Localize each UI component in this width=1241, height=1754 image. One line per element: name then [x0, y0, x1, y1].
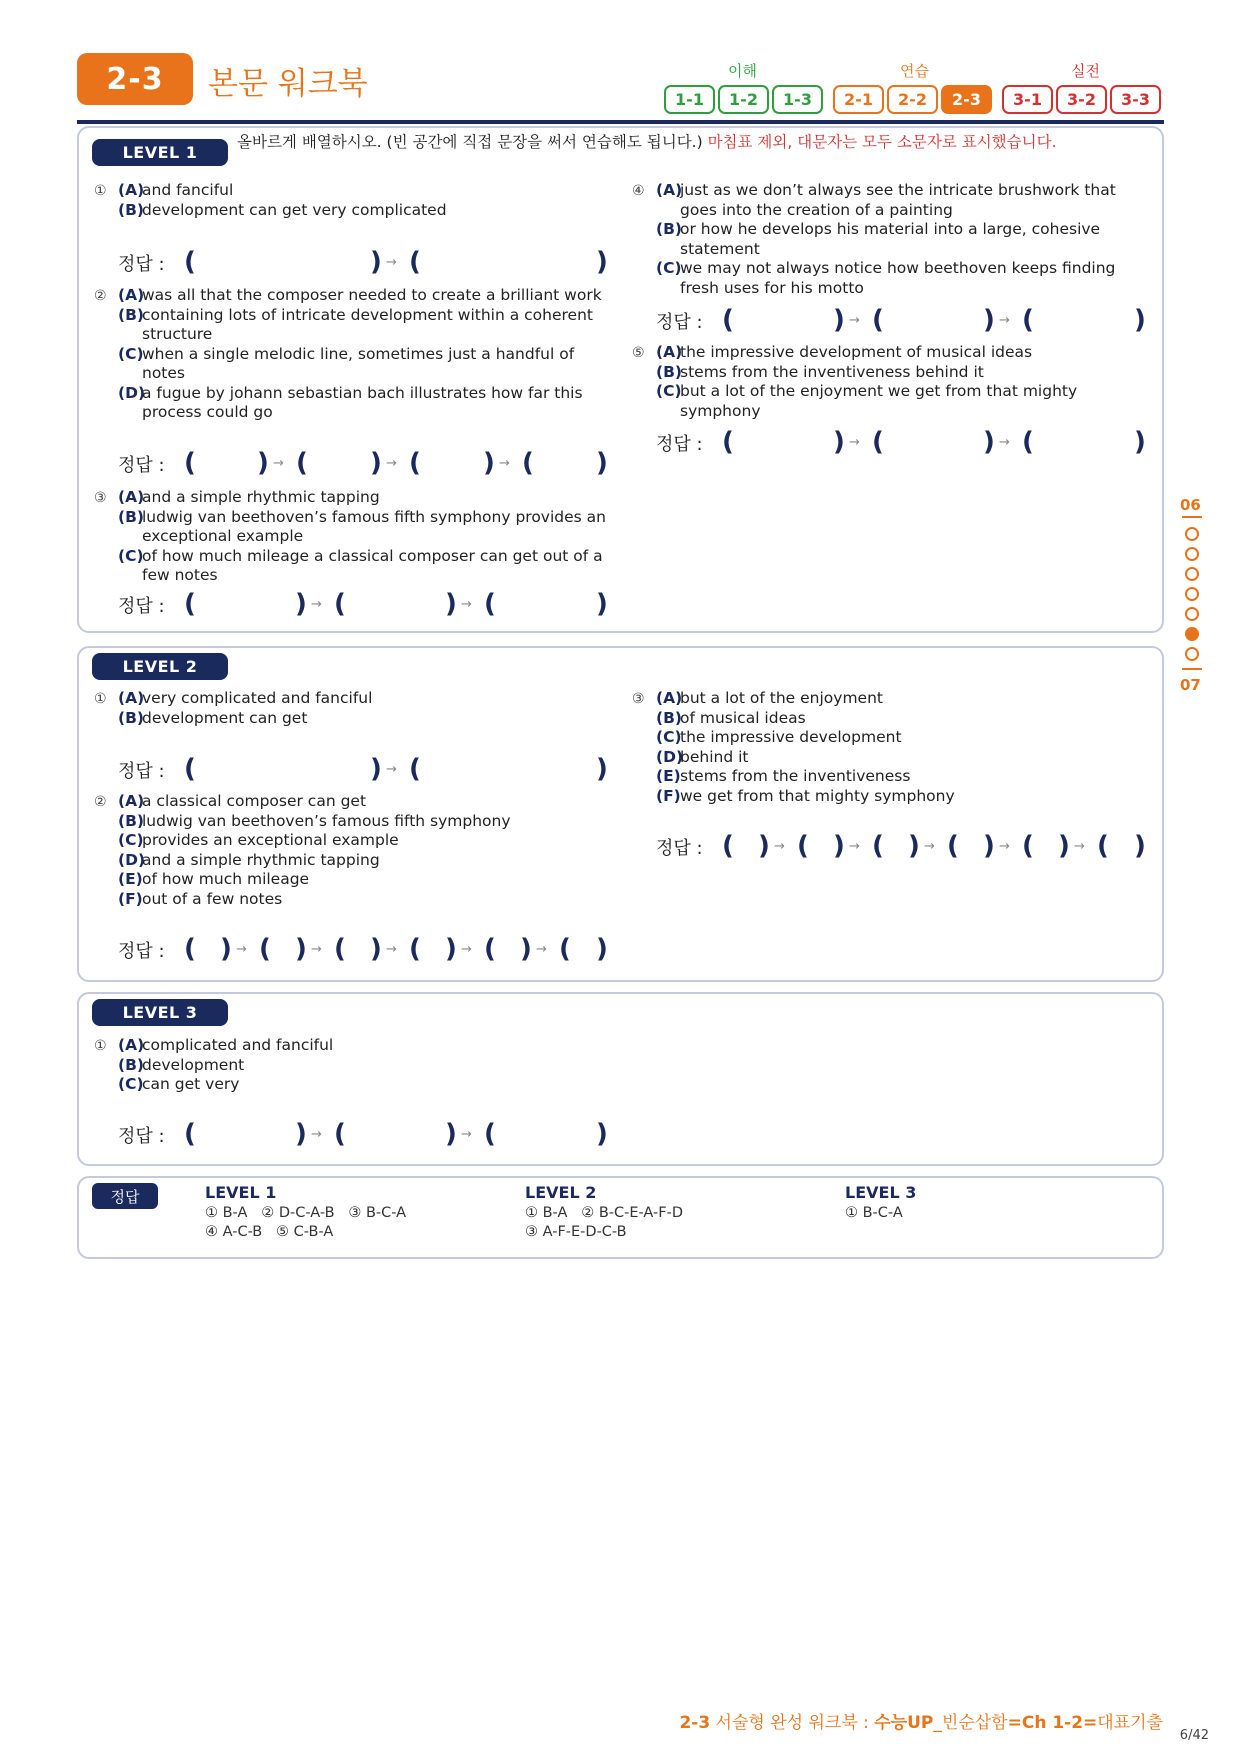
option-text: a classical composer can get — [142, 792, 367, 810]
option-label: (E) — [118, 870, 143, 888]
option-text: ludwig van beethoven’s famous fifth symphony — [142, 811, 511, 830]
question-number: ① — [94, 691, 107, 707]
side-divider-bottom — [1182, 668, 1202, 670]
answer-key-line: ① B-C-A — [845, 1205, 903, 1221]
option-label: (C) — [118, 546, 144, 565]
option-text: but a lot of the enjoyment we get from that mighty symphony — [680, 382, 1078, 420]
answer-label: 정답 : — [118, 254, 165, 275]
answer-key-line: ① B-A ② D-C-A-B ③ B-C-A — [205, 1205, 407, 1221]
option-text: development can get — [142, 708, 308, 727]
nav-tab-3-3[interactable]: 3-3 — [1110, 85, 1161, 114]
option-text: out of a few notes — [142, 889, 283, 908]
answer-key-line: ① B-A ② B-C-E-A-F-D — [525, 1205, 684, 1221]
nav-group-label-practice: 연습 — [900, 62, 929, 80]
option-text: of musical ideas — [680, 708, 806, 727]
option-text: development can get very complicated — [142, 200, 447, 219]
option-label: (C) — [118, 344, 144, 363]
side-divider-top — [1182, 516, 1202, 518]
option-label: (D) — [118, 383, 146, 402]
answer-key-level3 — [845, 1183, 916, 1223]
nav-tab-1-2[interactable]: 1-2 — [718, 85, 769, 114]
option-label: (A) — [656, 689, 683, 707]
arrow-icon: → — [461, 1127, 472, 1142]
option-label: (A) — [118, 1036, 145, 1054]
section-badge: 2-3 — [77, 53, 193, 105]
answer-label: 정답 : — [656, 434, 703, 455]
option-label: (B) — [118, 200, 144, 219]
side-dot-5[interactable] — [1185, 607, 1199, 621]
nav-group-label-real: 실전 — [1071, 62, 1100, 80]
arrow-icon: → — [386, 762, 397, 777]
answer-key-heading: LEVEL 2 — [525, 1183, 597, 1202]
arrow-icon: → — [849, 313, 860, 328]
answer-label: 정답 : — [118, 596, 165, 617]
arrow-icon: → — [273, 456, 284, 471]
option-label: (D) — [656, 747, 684, 766]
arrow-icon: → — [999, 435, 1010, 450]
question-number: ③ — [632, 691, 645, 707]
option-text: a fugue by johann sebastian bach illustrates how far this process could go — [142, 383, 583, 421]
option-label: (C) — [656, 382, 682, 400]
level2-pill: LEVEL 2 — [92, 653, 228, 680]
option-label: (B) — [118, 708, 144, 727]
level1-question-2 — [94, 286, 614, 423]
arrow-icon: → — [311, 597, 322, 612]
option-label: (C) — [656, 259, 682, 277]
answer-key-pill: 정답 — [92, 1183, 158, 1209]
answer-label: 정답 : — [118, 941, 165, 962]
level2-question-3 — [632, 689, 1152, 806]
option-label: (A) — [118, 286, 145, 304]
arrow-icon: → — [999, 313, 1010, 328]
option-text: provides an exceptional example — [142, 831, 399, 849]
option-label: (B) — [118, 1055, 144, 1074]
option-text: just as we don’t always see the intricate brushwork that goes into the creation of a painting — [680, 181, 1116, 219]
option-text: behind it — [680, 747, 749, 766]
nav-group-label-understand: 이해 — [728, 62, 757, 80]
option-text: we may not always notice how beethoven keeps finding fresh uses for his motto — [680, 259, 1116, 297]
option-text: but a lot of the enjoyment — [680, 689, 883, 707]
option-label: (B) — [118, 507, 144, 526]
answer-label: 정답 : — [656, 312, 703, 333]
page-number: 6/42 — [1179, 1728, 1209, 1743]
option-text: or how he develops his material into a large, cohesive statement — [680, 220, 1101, 258]
arrow-icon: → — [236, 942, 247, 957]
level2-question-2 — [94, 792, 614, 909]
option-text: stems from the inventiveness behind it — [680, 362, 984, 381]
side-dot-3[interactable] — [1185, 567, 1199, 581]
side-dot-2[interactable] — [1185, 547, 1199, 561]
option-text: the impressive development — [680, 728, 902, 746]
nav-tab-3-2[interactable]: 3-2 — [1056, 85, 1107, 114]
answer-label: 정답 : — [656, 838, 703, 859]
option-label: (C) — [656, 728, 682, 746]
option-text: was all that the composer needed to create a brilliant work — [142, 286, 602, 304]
nav-tab-1-3[interactable]: 1-3 — [772, 85, 823, 114]
option-text: of how much mileage — [142, 870, 310, 888]
footer-title: 2-3 서술형 완성 워크북 : 수능UP_빈순삽함=Ch 1-2=대표기출 — [679, 1713, 1163, 1733]
level1-pill: LEVEL 1 — [92, 139, 228, 166]
option-label: (B) — [118, 305, 144, 324]
question-number: ③ — [94, 490, 107, 506]
option-label: (F) — [118, 889, 143, 908]
arrow-icon: → — [999, 839, 1010, 854]
instruction-main: 올바르게 배열하시오. (빈 공간에 직접 문장을 써서 연습해도 됩니다.) — [237, 133, 703, 151]
nav-tab-3-1[interactable]: 3-1 — [1002, 85, 1053, 114]
option-label: (A) — [118, 689, 145, 707]
nav-tab-2-1[interactable]: 2-1 — [833, 85, 884, 114]
arrow-icon: → — [849, 435, 860, 450]
option-text: development — [142, 1055, 245, 1074]
answer-label: 정답 : — [118, 761, 165, 782]
option-text: containing lots of intricate development within a coherent structure — [142, 305, 593, 343]
option-text: when a single melodic line, sometimes just a handful of notes — [142, 344, 575, 382]
arrow-icon: → — [1074, 839, 1085, 854]
arrow-icon: → — [386, 255, 397, 270]
answer-label: 정답 : — [118, 455, 165, 476]
level3-pill: LEVEL 3 — [92, 999, 228, 1026]
arrow-icon: → — [461, 597, 472, 612]
answer-key-line: ③ A-F-E-D-C-B — [525, 1224, 627, 1240]
question-number: ② — [94, 794, 107, 810]
option-text: complicated and fanciful — [142, 1036, 334, 1054]
arrow-icon: → — [536, 942, 547, 957]
answer-key-level2 — [525, 1183, 683, 1242]
option-text: the impressive development of musical ideas — [680, 343, 1033, 361]
option-label: (C) — [118, 831, 144, 849]
answer-key-heading: LEVEL 1 — [205, 1183, 277, 1202]
option-label: (F) — [656, 786, 681, 805]
header-divider — [77, 120, 1164, 124]
arrow-icon: → — [461, 942, 472, 957]
level1-question-3 — [94, 488, 614, 586]
option-label: (A) — [656, 343, 683, 361]
arrow-icon: → — [386, 942, 397, 957]
option-text: and fanciful — [142, 181, 234, 199]
option-text: we get from that mighty symphony — [680, 786, 955, 805]
side-dot-6-current[interactable] — [1185, 627, 1199, 641]
option-label: (E) — [656, 767, 681, 785]
side-dot-1[interactable] — [1185, 527, 1199, 541]
arrow-icon: → — [499, 456, 510, 471]
option-text: of how much mileage a classical composer can get out of a few notes — [142, 546, 603, 584]
nav-tab-2-2[interactable]: 2-2 — [887, 85, 938, 114]
level1-instruction — [237, 132, 1147, 152]
level1-question-4 — [632, 181, 1152, 298]
option-label: (B) — [118, 811, 144, 830]
page-title: 본문 워크북 — [208, 66, 368, 102]
arrow-icon: → — [311, 1127, 322, 1142]
option-text: ludwig van beethoven’s famous fifth symphony provides an exceptional example — [142, 507, 606, 545]
option-label: (B) — [656, 708, 682, 727]
option-label: (A) — [656, 181, 683, 199]
option-text: stems from the inventiveness — [680, 767, 911, 785]
arrow-icon: → — [386, 456, 397, 471]
nav-tab-2-3[interactable]: 2-3 — [941, 85, 992, 114]
arrow-icon: → — [774, 839, 785, 854]
side-chapter-bottom: 07 — [1180, 676, 1201, 694]
question-number: ④ — [632, 183, 645, 199]
option-label: (C) — [118, 1075, 144, 1093]
level1-question-1 — [94, 181, 614, 220]
answer-label: 정답 : — [118, 1126, 165, 1147]
level1-question-5 — [632, 343, 1152, 421]
option-text: and a simple rhythmic tapping — [142, 850, 380, 869]
option-label: (B) — [656, 220, 682, 238]
instruction-note: 마침표 제외, 대문자는 모두 소문자로 표시했습니다. — [707, 133, 1057, 151]
arrow-icon: → — [311, 942, 322, 957]
level2-question-1 — [94, 689, 614, 728]
level3-question-1 — [94, 1036, 614, 1095]
option-label: (A) — [118, 488, 145, 506]
option-text: and a simple rhythmic tapping — [142, 488, 380, 506]
option-label: (B) — [656, 362, 682, 381]
option-label: (D) — [118, 850, 146, 869]
arrow-icon: → — [849, 839, 860, 854]
answer-key-heading: LEVEL 3 — [845, 1183, 917, 1202]
question-number: ② — [94, 288, 107, 304]
question-number: ⑤ — [632, 345, 645, 361]
side-dot-4[interactable] — [1185, 587, 1199, 601]
side-dot-7[interactable] — [1185, 647, 1199, 661]
arrow-icon: → — [924, 839, 935, 854]
answer-key-line: ④ A-C-B ⑤ C-B-A — [205, 1224, 334, 1240]
option-label: (A) — [118, 181, 145, 199]
option-text: can get very — [142, 1075, 240, 1093]
option-text: very complicated and fanciful — [142, 689, 373, 707]
nav-tab-1-1[interactable]: 1-1 — [664, 85, 715, 114]
question-number: ① — [94, 183, 107, 199]
question-number: ① — [94, 1038, 107, 1054]
side-chapter-top: 06 — [1180, 496, 1201, 514]
answer-key-level1 — [205, 1183, 406, 1242]
option-label: (A) — [118, 792, 145, 810]
